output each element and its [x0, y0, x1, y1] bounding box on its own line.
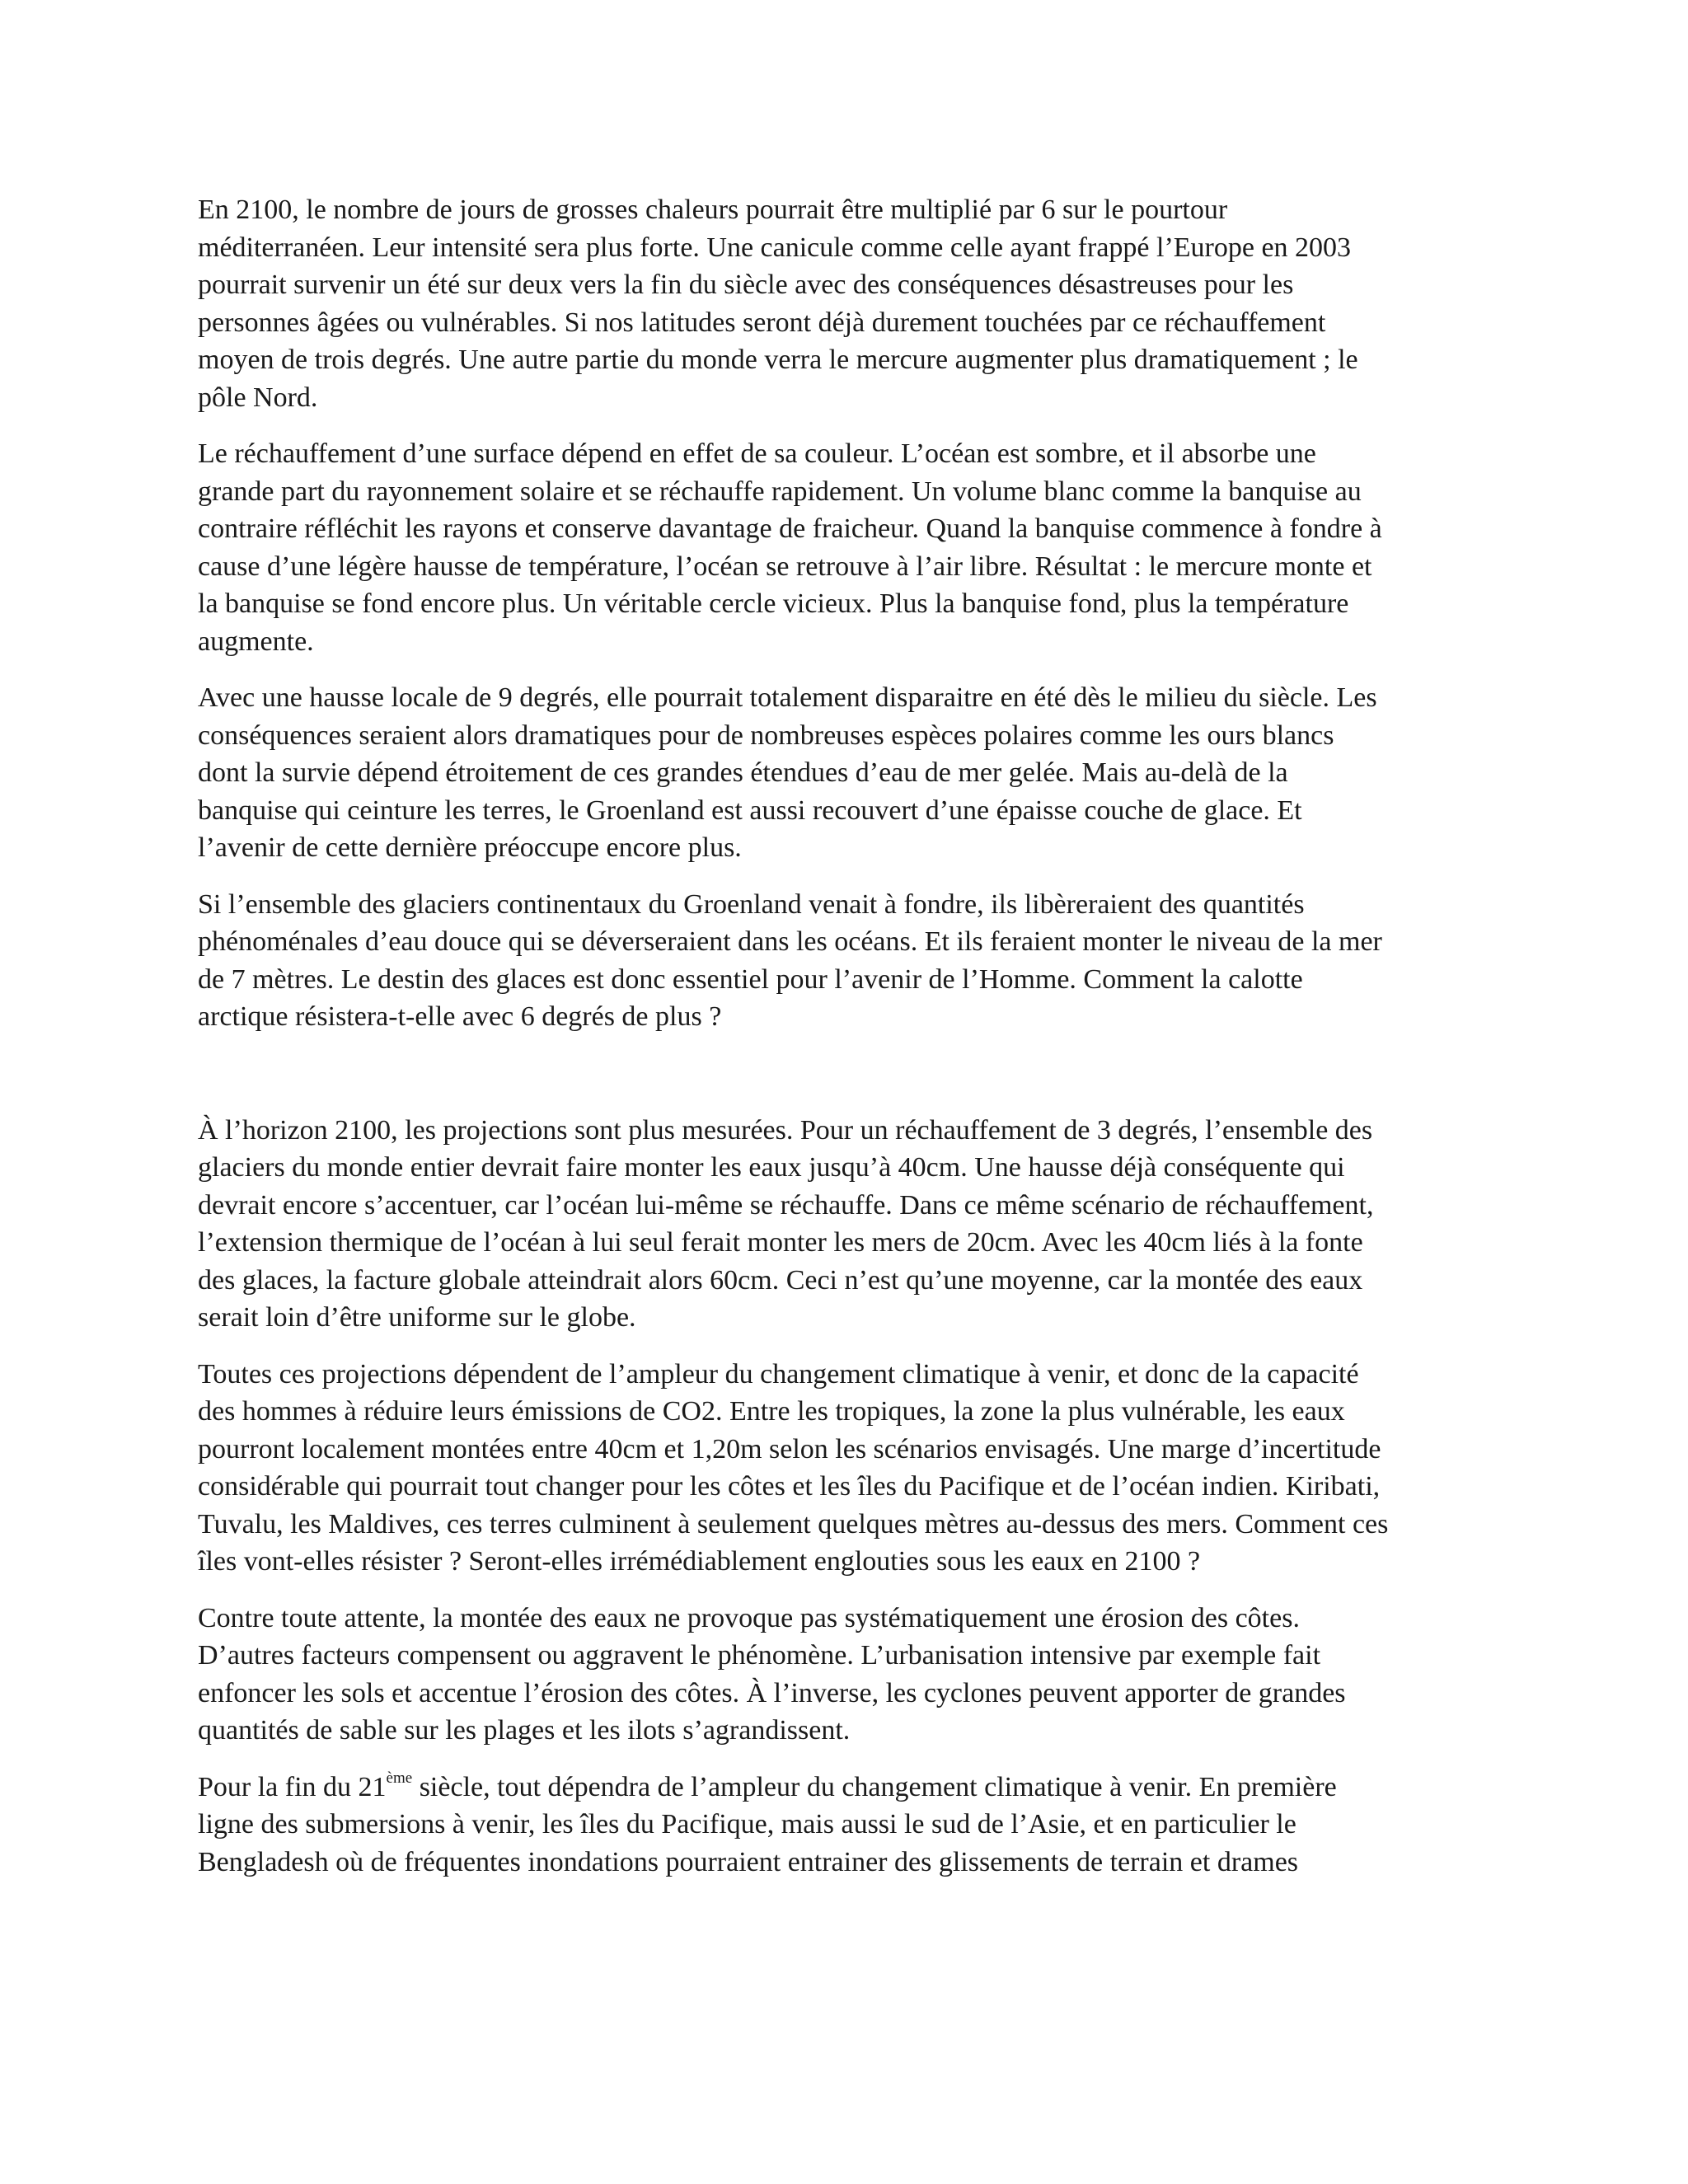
- text-line: pourrait survenir un été sur deux vers la fin du siècle avec des conséquences désastreuses pour les: [198, 269, 1294, 300]
- text-line: de 7 mètres. Le destin des glaces est donc essentiel pour l’avenir de l’Homme. Comment la calotte: [198, 963, 1303, 995]
- text-line: Tuvalu, les Maldives, ces terres culminent à seulement quelques mètres au-dessus des mers. Comment ces: [198, 1508, 1389, 1540]
- paragraph-greenland: [198, 886, 1490, 1036]
- text-line: des hommes à réduire leurs émissions de CO2. Entre les tropiques, la zone la plus vulnérable, les eaux: [198, 1396, 1345, 1427]
- text-line: banquise qui ceinture les terres, le Groenland est aussi recouvert d’une épaisse couche de glace. Et: [198, 794, 1302, 826]
- paragraph-sea-ice: [198, 679, 1490, 867]
- paragraph-pacific-islands: [198, 1356, 1490, 1581]
- paragraph-end-of-century: [198, 1769, 1490, 1882]
- text-line: des glaces, la facture globale atteindrait alors 60cm. Ceci n’est qu’une moyenne, car la montée des eaux: [198, 1264, 1363, 1296]
- text-line: contraire réfléchit les rayons et conserve davantage de fraicheur. Quand la banquise commence à fondre à: [198, 513, 1382, 544]
- text-line: Le réchauffement d’une surface dépend en effet de sa couleur. L’océan est sombre, et il absorbe une: [198, 438, 1316, 469]
- text-line: arctique résistera-t-elle avec 6 degrés de plus ?: [198, 1001, 722, 1032]
- text-line: personnes âgées ou vulnérables. Si nos latitudes seront déjà durement touchées par ce réchauffement: [198, 307, 1326, 338]
- text-line: augmente.: [198, 626, 314, 657]
- text-line: îles vont-elles résister ? Seront-elles irrémédiablement englouties sous les eaux en 2100 ?: [198, 1546, 1201, 1577]
- text-line: l’avenir de cette dernière préoccupe encore plus.: [198, 832, 742, 863]
- text-line: quantités de sable sur les plages et les ilots s’agrandissent.: [198, 1715, 851, 1746]
- text-line: glaciers du monde entier devrait faire monter les eaux jusqu’à 40cm. Une hausse déjà conséquente qui: [198, 1152, 1345, 1183]
- text-line: cause d’une légère hausse de température, l’océan se retrouve à l’air libre. Résultat : le mercure monte et: [198, 551, 1372, 582]
- superscript-ordinal: ème: [386, 1769, 413, 1788]
- text-fragment: siècle, tout dépendra de l’ampleur du changement climatique à venir. En première: [412, 1771, 1337, 1802]
- text-line: [198, 1769, 1490, 1807]
- text-line: Bengladesh où de fréquentes inondations pourraient entrainer des glissements de terrain et drames: [198, 1846, 1299, 1877]
- text-line: Toutes ces projections dépendent de l’ampleur du changement climatique à venir, et donc de la capacité: [198, 1358, 1359, 1390]
- paragraph-projections-2100: [198, 1112, 1490, 1337]
- text-line: devrait encore s’accentuer, car l’océan lui-même se réchauffe. Dans ce même scénario de réchauffement,: [198, 1189, 1374, 1221]
- text-line: phénoménales d’eau douce qui se déverseraient dans les océans. Et ils feraient monter le niveau de la mer: [198, 926, 1382, 957]
- paragraph-albedo: [198, 435, 1490, 660]
- text-line: Avec une hausse locale de 9 degrés, elle pourrait totalement disparaitre en été dès le milieu du siècle. Les: [198, 682, 1377, 713]
- text-line: considérable qui pourrait tout changer pour les côtes et les îles du Pacifique et de l’océan indien. Kiribati,: [198, 1471, 1381, 1502]
- text-fragment: Pour la fin du 21: [198, 1771, 387, 1802]
- text-line: Contre toute attente, la montée des eaux ne provoque pas systématiquement une érosion des côtes.: [198, 1602, 1300, 1633]
- text-line: En 2100, le nombre de jours de grosses chaleurs pourrait être multiplié par 6 sur le pourtour: [198, 194, 1228, 225]
- text-line: conséquences seraient alors dramatiques pour de nombreuses espèces polaires comme les ours blancs: [198, 719, 1334, 751]
- text-line: l’extension thermique de l’océan à lui seul ferait monter les mers de 20cm. Avec les 40cm liés à la fonte: [198, 1227, 1363, 1258]
- text-line: D’autres facteurs compensent ou aggravent le phénomène. L’urbanisation intensive par exemple fait: [198, 1640, 1321, 1671]
- text-line: Si l’ensemble des glaciers continentaux du Groenland venait à fondre, ils libèreraient des quantités: [198, 888, 1305, 920]
- text-line: la banquise se fond encore plus. Un véritable cercle vicieux. Plus la banquise fond, plus la température: [198, 588, 1349, 619]
- text-line: pourront localement montées entre 40cm et 1,20m selon les scénarios envisagés. Une marge d’incertitude: [198, 1433, 1381, 1465]
- text-line: dont la survie dépend étroitement de ces grandes étendues d’eau de mer gelée. Mais au-delà de la: [198, 757, 1288, 788]
- text-line: moyen de trois degrés. Une autre partie du monde verra le mercure augmenter plus dramatiquement ; le: [198, 344, 1358, 375]
- text-line: À l’horizon 2100, les projections sont plus mesurées. Pour un réchauffement de 3 degrés, l’ensemble des: [198, 1114, 1373, 1146]
- paragraph-coastal-erosion: [198, 1600, 1490, 1750]
- text-line: grande part du rayonnement solaire et se réchauffe rapidement. Un volume blanc comme la banquise au: [198, 476, 1362, 507]
- text-line: enfoncer les sols et accentue l’érosion des côtes. À l’inverse, les cyclones peuvent apporter de grandes: [198, 1677, 1346, 1708]
- text-line: ligne des submersions à venir, les îles du Pacifique, mais aussi le sud de l’Asie, et en particulier le: [198, 1809, 1296, 1840]
- document-body: [198, 191, 1490, 1900]
- text-line: pôle Nord.: [198, 382, 318, 413]
- text-line: serait loin d’être uniforme sur le globe.: [198, 1302, 636, 1333]
- paragraph-heatwaves: [198, 191, 1490, 416]
- text-line: méditerranéen. Leur intensité sera plus forte. Une canicule comme celle ayant frappé l’Europe en 2003: [198, 232, 1352, 263]
